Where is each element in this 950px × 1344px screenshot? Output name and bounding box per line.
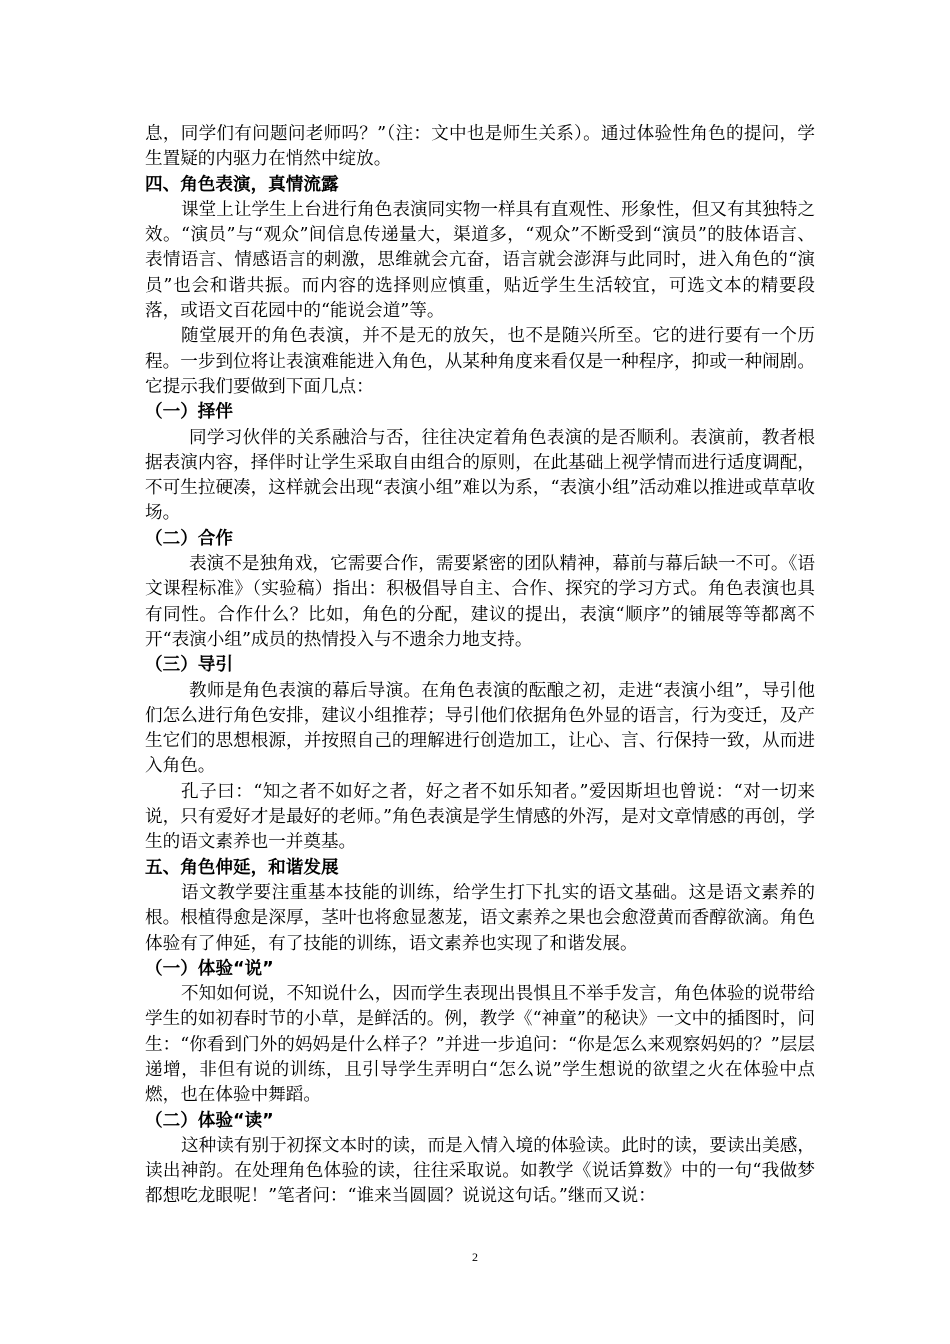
- paragraph: 课堂上让学生上台进行角色表演同实物一样具有直观性、形象性，但又有其独特之效。“演员”与“观众”间信息传递量大，渠道多，“观众”不断受到“演员”的肢体语言、表情语言、情感语言的刺激，思维就会亢奋，语言就会澎湃与此同时，进入角色的“演员”也会和谐共振。而内容的选择则应慎重，贴近学生生活较宜，可选文本的精要段落，或语文百花园中的“能说会道”等。: [145, 199, 815, 322]
- subsection-heading: （一）择伴: [145, 402, 233, 423]
- subsection-heading: （一）体验“说”: [145, 958, 274, 979]
- paragraph: 教师是角色表演的幕后导演。在角色表演的酝酿之初，走进“表演小组”，导引他们怎么进行角色安排，建议小组推荐；导引他们依据角色外显的语言，行为变迁，及产生它们的思想根源，并按照自己的理解进行创造加工，让心、言、行保持一致，从而进入角色。: [145, 680, 815, 777]
- section-heading: 四、角色表演，真情流露: [145, 174, 339, 195]
- page-number: 2: [472, 1250, 478, 1264]
- paragraph: 不知如何说，不知说什么，因而学生表现出畏惧且不举手发言，角色体验的说带给学生的如初春时节的小草，是鲜活的。例，教学《“神童”的秘诀》一文中的插图时，问生：“你看到门外的妈妈是什么样子？”并进一步追问：“你是怎么来观察妈妈的？”层层递增，非但有说的训练，且引导学生弄明白“怎么说”学生想说的欲望之火在体验中点燃，也在体验中舞蹈。: [145, 984, 815, 1106]
- paragraph: 随堂展开的角色表演，并不是无的放矢，也不是随兴所至。它的进行要有一个历程。一步到位将让表演难能进入角色，从某种角度来看仅是一种程序，抑或一种闹剧。它提示我们要做到下面几点：: [145, 326, 815, 397]
- document-body: [145, 122, 815, 1210]
- paragraph: 这种读有别于初探文本时的读，而是入情入境的体验读。此时的读，要读出美感，读出神韵。在处理角色体验的读，往往采取说。如教学《说话算数》中的一句“我做梦都想吃龙眼呢！”笔者问：“谁来当圆圆？说说这句话。”继而又说：: [145, 1135, 815, 1207]
- subsection-heading: （二）合作: [145, 528, 233, 549]
- section-heading: 五、角色伸延，和谐发展: [145, 857, 339, 878]
- paragraph: 语文教学要注重基本技能的训练，给学生打下扎实的语文基础。这是语文素养的根。根植得愈是深厚，茎叶也将愈显葱茏，语文素养之果也会愈澄黄而香醇欲滴。角色体验有了伸延，有了技能的训练，语文素养也实现了和谐发展。: [145, 882, 815, 954]
- subsection-heading: （二）体验“读”: [145, 1110, 274, 1131]
- paragraph: 息，同学们有问题问老师吗？”（注：文中也是师生关系）。通过体验性角色的提问，学生置疑的内驱力在悄然中绽放。: [145, 124, 815, 170]
- subsection-heading: （三）导引: [145, 655, 233, 676]
- paragraph: 同学习伙伴的关系融洽与否，往往决定着角色表演的是否顺利。表演前，教者根据表演内容，择伴时让学生采取自由组合的原则，在此基础上视学情而进行适度调配，不可生拉硬凑，这样就会出现“表演小组”难以为系，“表演小组”活动难以推进或草草收场。: [145, 427, 815, 524]
- paragraph: 表演不是独角戏，它需要合作，需要紧密的团队精神，幕前与幕后缺一不可。《语文课程标准》（实验稿）指出：积极倡导自主、合作、探究的学习方式。角色表演也具有同性。合作什么？比如，角色的分配，建议的提出，表演“顺序”的铺展等等都离不开“表演小组”成员的热情投入与不遗余力地支持。: [145, 554, 815, 650]
- paragraph: 孔子曰：“知之者不如好之者，好之者不如乐知者。”爱因斯坦也曾说：“对一切来说，只有爱好才是最好的老师。”角色表演是学生情感的外泻，是对文章情感的再创，学生的语文素养也一并奠基。: [145, 781, 815, 853]
